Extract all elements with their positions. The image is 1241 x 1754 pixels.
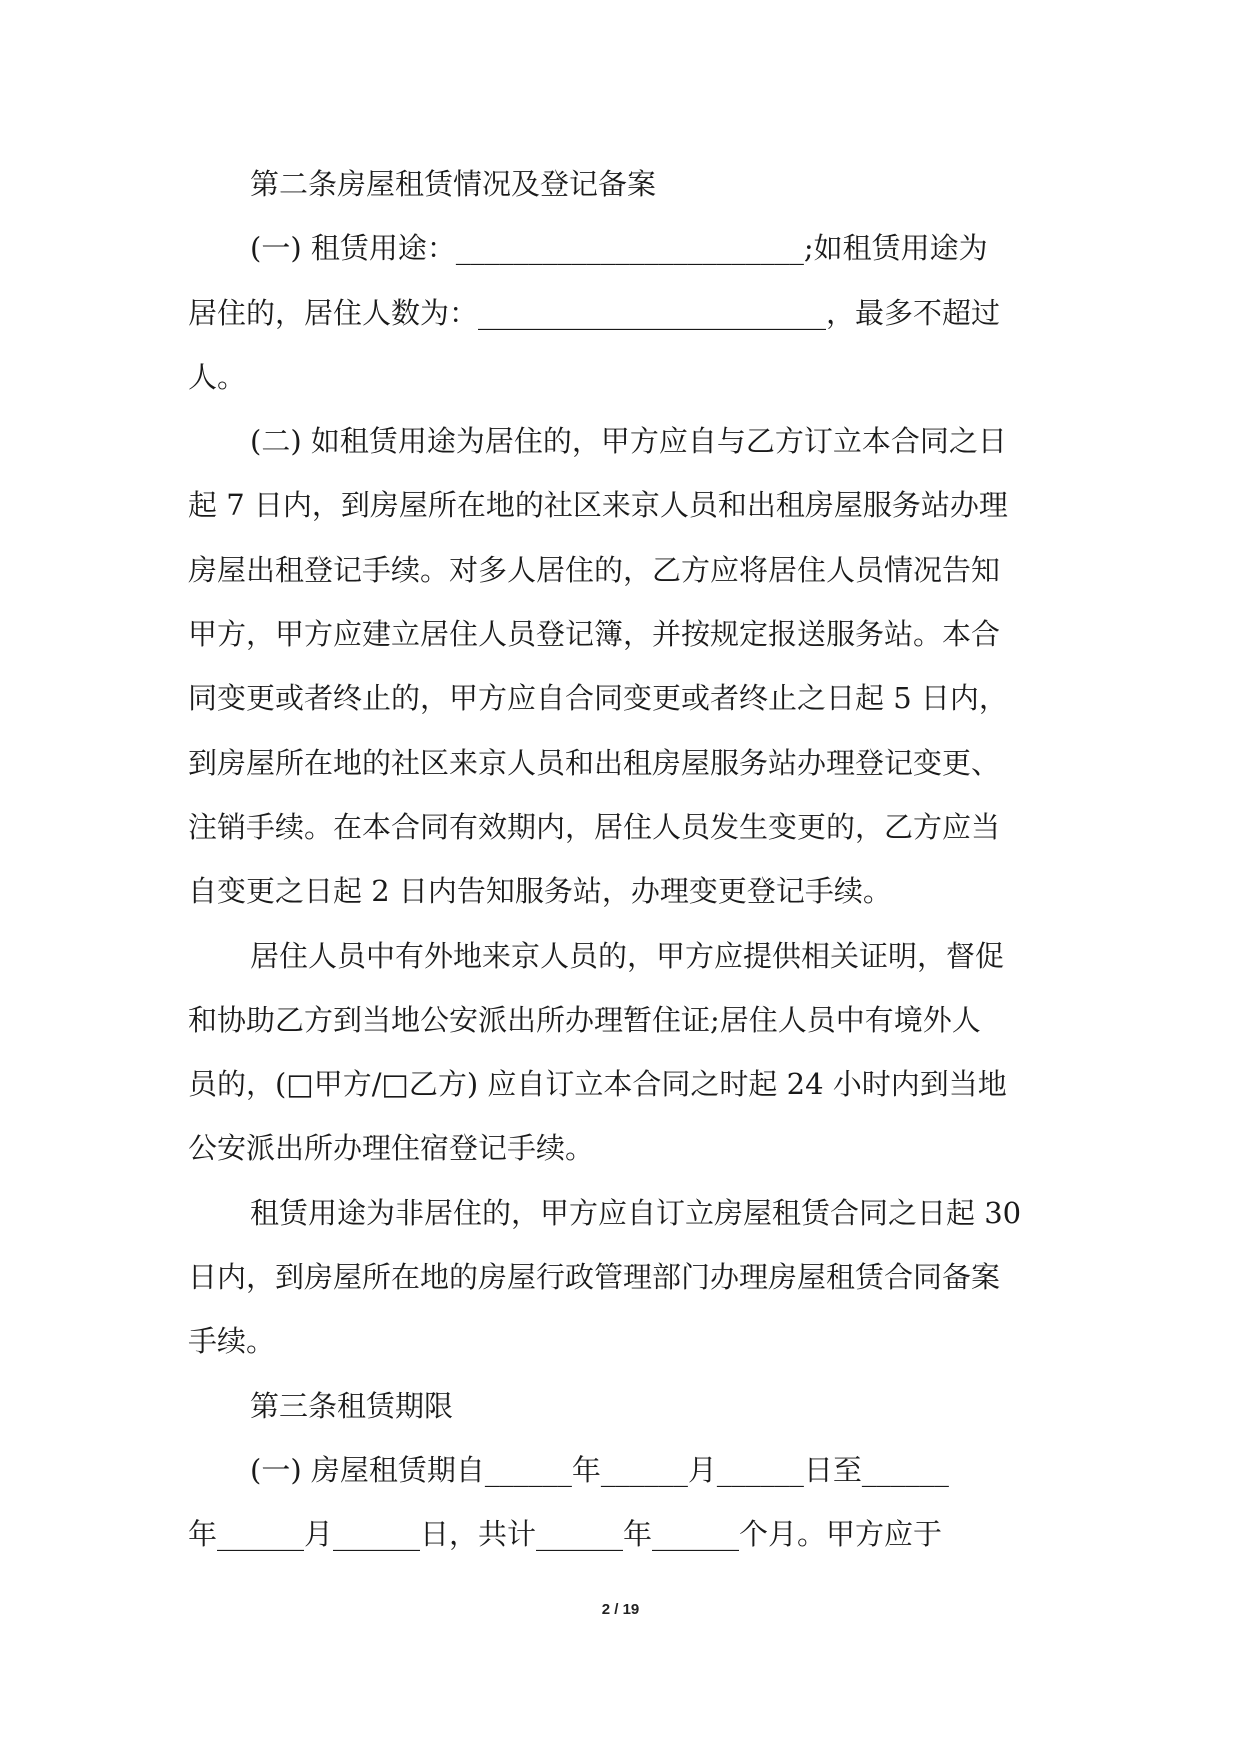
text-line: 公安派出所办理住宿登记手续。 [188,1131,595,1166]
text-line: 甲方，甲方应建立居住人员登记簿，并按规定报送服务站。本合 [188,617,1001,652]
text-line: 手续。 [188,1324,276,1359]
text-line: (二) 如租赁用途为居住的，甲方应自与乙方订立本合同之日 [250,424,1007,459]
text-line: 年______月______日，共计______年______个月。甲方应于 [188,1517,943,1552]
text-line: 人。 [188,359,247,394]
text-line: (一) 房屋租赁期自______年______月______日至______ [250,1452,949,1487]
page-number: 2 / 19 [601,1601,640,1618]
text-line: 居住人员中有外地来京人员的，甲方应提供相关证明，督促 [250,938,1005,973]
text-line: 第二条房屋租赁情况及登记备案 [250,167,657,201]
text-line: 日内，到房屋所在地的房屋行政管理部门办理房屋租赁合同备案 [188,1260,1001,1295]
text-line: 租赁用途为非居住的，甲方应自订立房屋租赁合同之日起 30 [250,1195,1022,1230]
text-line: 和协助乙方到当地公安派出所办理暂住证;居住人员中有境外人 [188,1002,981,1037]
text-line: 注销手续。在本合同有效期内，居住人员发生变更的，乙方应当 [188,809,1001,844]
text-line: (一) 租赁用途：________________________;如租赁用途为 [250,231,988,266]
section-heading: 第三条租赁期限 [250,1388,454,1423]
text-line: 到房屋所在地的社区来京人员和出租房屋服务站办理登记变更、 [188,745,1001,780]
text-line: 同变更或者终止的，甲方应自合同变更或者终止之日起 5 日内， [188,681,1008,716]
text-line: 自变更之日起 2 日内告知服务站，办理变更登记手续。 [188,874,892,909]
document-body [188,152,1050,1567]
text-line: 房屋出租登记手续。对多人居住的，乙方应将居住人员情况告知 [188,552,1001,587]
text-line: 居住的，居住人数为：________________________，最多不超过 [188,295,1001,330]
text-line: 员的，(□甲方/□乙方) 应自订立本合同之时起 24 小时内到当地 [188,1067,1007,1102]
text-line: 起 7 日内，到房屋所在地的社区来京人员和出租房屋服务站办理 [188,488,1008,523]
